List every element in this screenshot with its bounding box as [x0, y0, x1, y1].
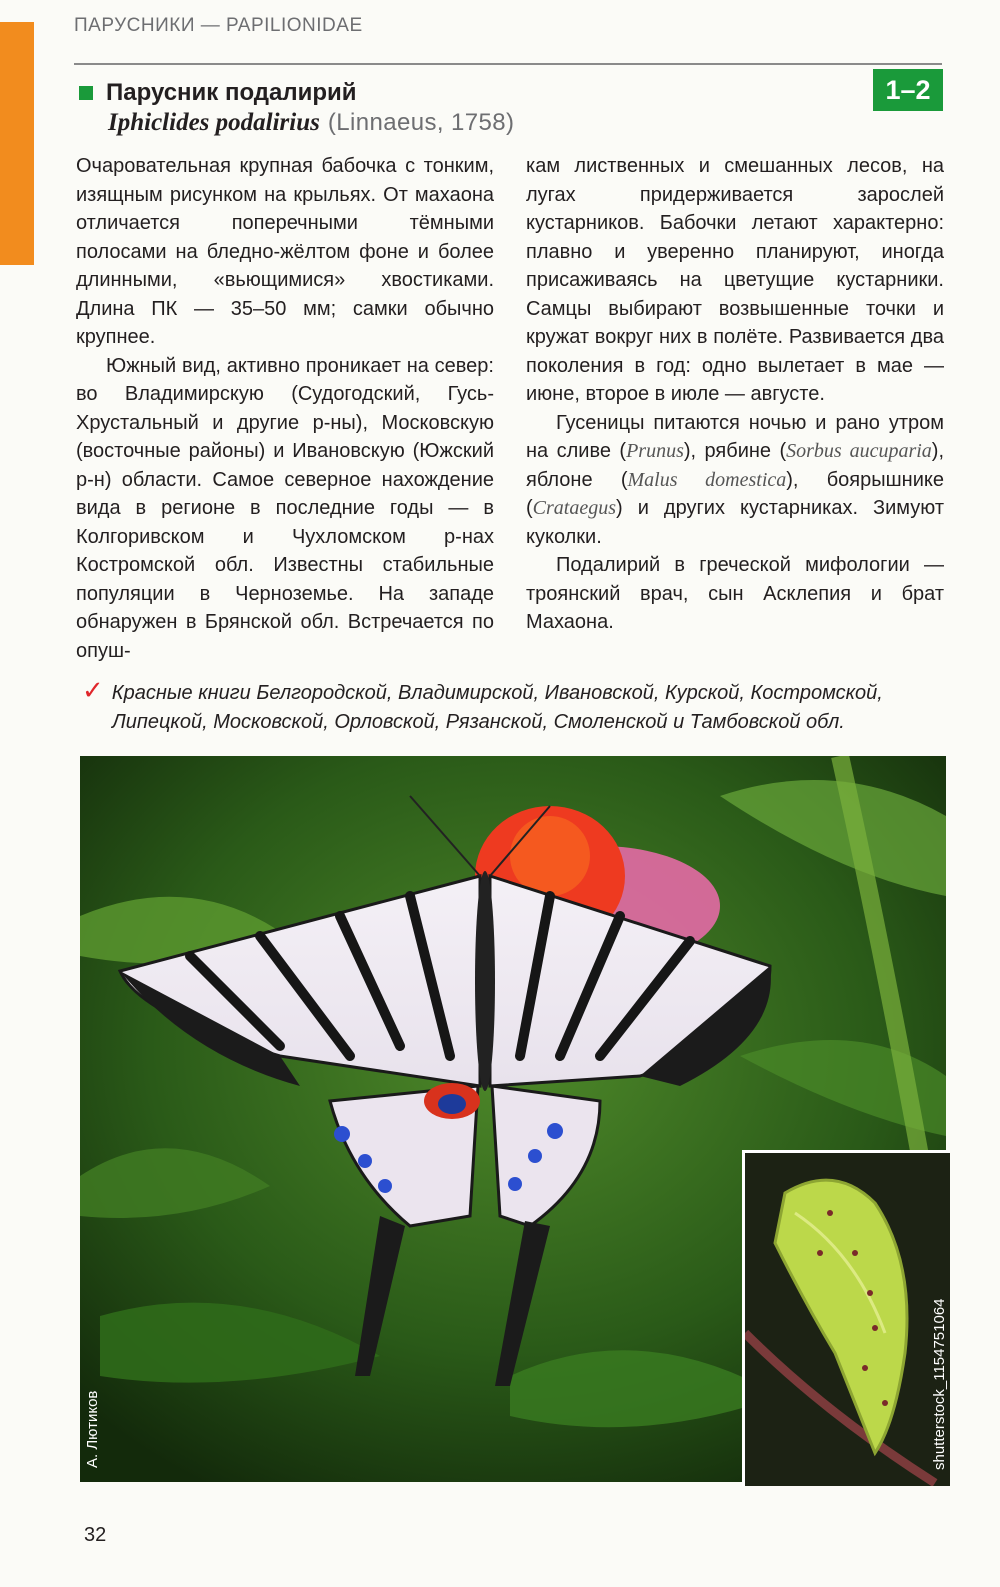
latin-prunus: Prunus [626, 440, 684, 462]
larva-text-c: ), яблоне ( [526, 440, 944, 491]
caterpillar-photo [742, 1150, 950, 1486]
larva-text-e: ) и других кустарниках. Зимуют куколки. [526, 497, 944, 548]
larva-text-d: ), боярышнике ( [526, 468, 944, 519]
red-book-line-1 [82, 676, 962, 708]
species-author: (Linnaeus, 1758) [327, 109, 515, 136]
species-latin-row [108, 108, 514, 137]
latin-sorbus: Sorbus aucuparia [786, 440, 932, 462]
photo-credit-main: А. Лютиков [84, 1390, 101, 1468]
latin-crataegus: Crataegus [532, 497, 617, 519]
latin-malus: Malus domestica [627, 468, 787, 491]
paragraph-larva [526, 409, 944, 552]
species-title-row [79, 79, 357, 107]
paragraph-description: Очаровательная крупная бабочка с тонким, изящным рисунком на крыльях. От махаона отличается поперечными тёмными полосами на бледно-жёлтом фоне и более длинными, «вьющимися» хвостиками. Длина ПК — 35–50 мм; самки обычно крупнее. [76, 155, 494, 348]
paragraph-mythology: Подалирий в греческой мифологии — троянский врач, сын Асклепия и брат Махаона. [526, 554, 944, 633]
green-square-icon [79, 86, 93, 100]
checkmark-icon: ✓ [82, 675, 104, 705]
red-book-text-1: Красные книги Белгородской, Владимирской, Ивановской, Курской, Костромской, [111, 682, 883, 704]
larva-text-b: ), рябине ( [683, 440, 787, 462]
red-book-note [82, 676, 962, 737]
caterpillar-illustration [745, 1153, 950, 1486]
text-column-left [76, 152, 494, 665]
text-column-right [526, 152, 944, 637]
paragraph-distribution: Южный вид, активно проникает на север: во Владимирскую (Судогодский, Гусь-Хрустальный и другие р-ны), Московскую (восточные районы) и Ивановскую (Южский р-н) области. Самое северное нахождение вида в регионе в последние годы — в Колгоривском и Чухломском р-нах Костромской обл. Известны стабильные популяции в Черноземье. На западе обнаружен в Брянской обл. Встречается по опуш- [76, 354, 494, 662]
header-rule [74, 63, 942, 65]
species-number-badge: 1–2 [873, 69, 943, 111]
latin-name: Iphiclides podalirius [108, 109, 320, 136]
page-number: 32 [84, 1524, 107, 1546]
red-book-line-2: Липецкой, Московской, Орловской, Рязанской, Смоленской и Тамбовской обл. [112, 711, 845, 733]
photo-credit-inset: shutterstock_1154751064 [931, 1298, 948, 1470]
larva-text-a: Гусеницы питаются ночью и рано утром на сливе ( [526, 411, 944, 462]
section-tab [0, 22, 34, 265]
paragraph-distribution-continued: кам лиственных и смешанных лесов, на лугах придерживается зарослей кустарников. Бабочки летают характерно: плавно и уверенно планируют, иногда присаживаясь на цветущие кустарники. Самцы выбирают возвышенные точки и кружат вокруг них в полёте. Развивается два поколения в год: одно вылетает в мае — июне, второе в июле — августе. [526, 155, 944, 405]
species-title: Парусник подалирий [106, 79, 357, 106]
running-head: ПАРУСНИКИ — PAPILIONIDAE [74, 15, 363, 36]
